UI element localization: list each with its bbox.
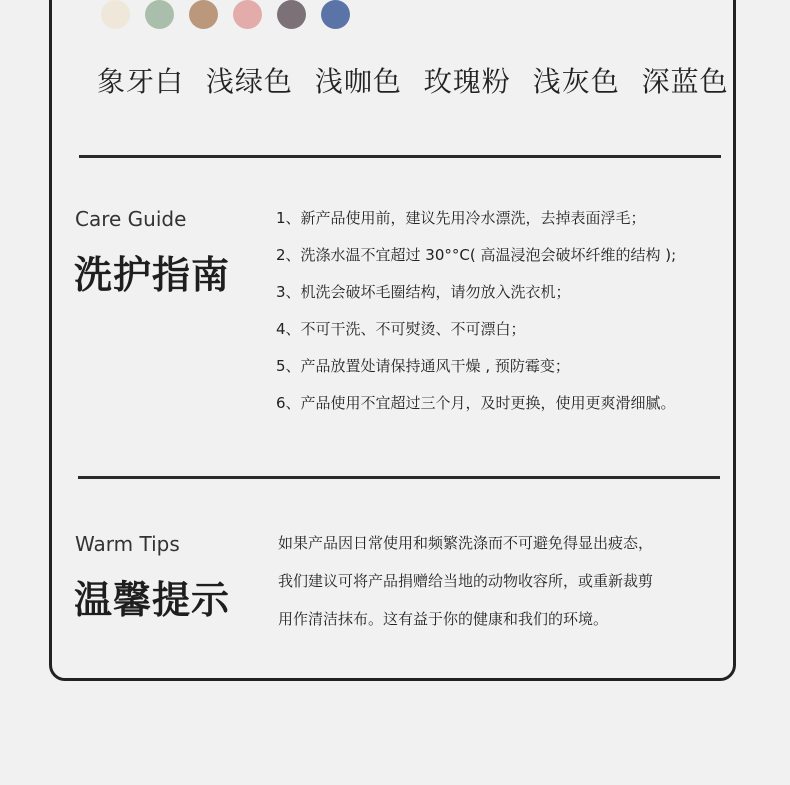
care-instruction-item: 6、产品使用不宜超过三个月，及时更换，使用更爽滑细腻。: [276, 394, 676, 412]
color-name: 浅灰色: [532, 65, 620, 98]
warm-tips-line: 用作清洁抹布。这有益于你的健康和我们的环境。: [278, 610, 609, 628]
care-instruction-item: 5、产品放置处请保持通风干燥 , 预防霉变；: [276, 357, 570, 375]
warm-tips-text: [278, 531, 653, 645]
color-name: 象牙白: [97, 65, 185, 98]
color-name: 深蓝色: [641, 65, 729, 98]
care-instructions-list: [276, 206, 676, 428]
color-swatch-light-coffee[interactable]: [189, 0, 218, 29]
care-instruction-item: 1、新产品使用前，建议先用冷水漂洗，去掉表面浮毛；: [276, 209, 646, 227]
color-name: 浅咖色: [314, 65, 402, 98]
color-name: 玫瑰粉: [423, 65, 511, 98]
warm-tips-title-en: Warm Tips: [75, 532, 180, 556]
color-swatch-row: [101, 0, 365, 28]
color-swatch-light-gray[interactable]: [277, 0, 306, 29]
section-divider: [78, 476, 720, 479]
care-instruction-item: 3、机洗会破坏毛圈结构，请勿放入洗衣机；: [276, 283, 571, 301]
warm-tips-title-cn: 温馨提示: [74, 578, 231, 622]
color-swatch-ivory[interactable]: [101, 0, 130, 29]
warm-tips-line: 我们建议可将产品捐赠给当地的动物收容所，或重新裁剪: [278, 572, 654, 590]
warm-tips-line: 如果产品因日常使用和频繁洗涤而不可避免得显出疲态，: [278, 534, 654, 552]
care-guide-title-en: Care Guide: [75, 207, 187, 231]
section-divider: [79, 155, 721, 158]
color-swatch-dark-blue[interactable]: [321, 0, 350, 29]
care-instruction-item: 2、洗涤水温不宜超过 30°°C( 高温浸泡会破坏纤维的结构 );: [276, 246, 677, 264]
color-name: 浅绿色: [205, 65, 293, 98]
color-swatch-rose-pink[interactable]: [233, 0, 262, 29]
care-guide-title-cn: 洗护指南: [74, 253, 231, 297]
color-swatch-light-green[interactable]: [145, 0, 174, 29]
color-name-row: [97, 60, 729, 100]
care-instruction-item: 4、不可干洗、不可熨烫、不可漂白；: [276, 320, 526, 338]
